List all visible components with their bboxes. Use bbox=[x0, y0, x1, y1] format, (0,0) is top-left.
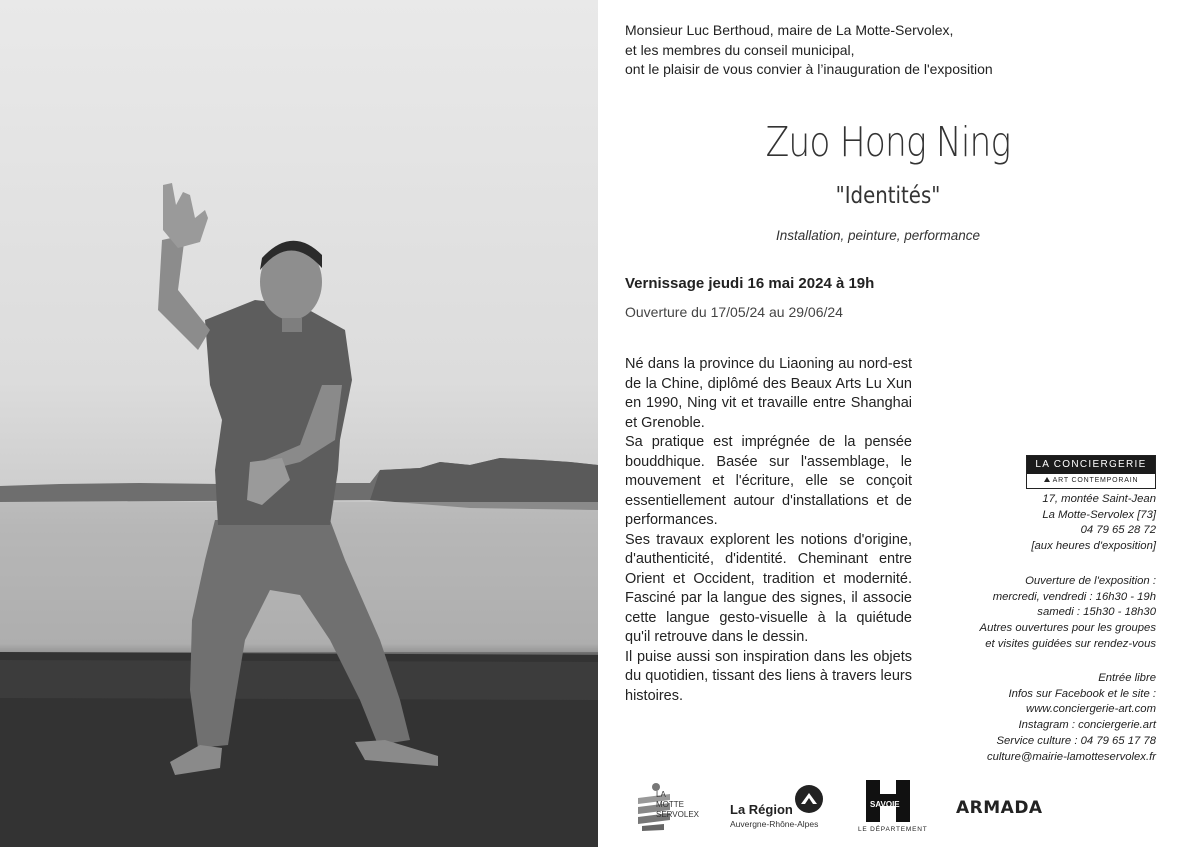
bio-paragraph: Ses travaux explorent les notions d'origine, d'authenticité, d'identité. Cheminant entre Orient et Occident, tradition et modernité. Fasciné par la langue des signes, il associe cette langue gesto-visuelle à la quiétude qu'il retrouve dans le dessin. bbox=[625, 531, 912, 645]
hours-line: et visites guidées sur rendez-vous bbox=[985, 637, 1156, 650]
region-sub: Auvergne-Rhône-Alpes bbox=[730, 819, 819, 829]
conciergerie-logo-bottom bbox=[1027, 474, 1155, 487]
service-phone: Service culture : 04 79 65 17 78 bbox=[996, 734, 1156, 747]
hours-line: Autres ouvertures pour les groupes bbox=[979, 622, 1156, 635]
venue-phone-note: [aux heures d'exposition] bbox=[1031, 540, 1156, 553]
opening-hours bbox=[980, 574, 1156, 653]
invitation-line: Monsieur Luc Berthoud, maire de La Motte-Servolex, bbox=[625, 22, 954, 38]
invitation-panel bbox=[598, 0, 1178, 847]
hours-title: Ouverture de l'exposition : bbox=[1025, 575, 1156, 587]
region-emblem-icon bbox=[794, 784, 824, 814]
free-entry: Entrée libre bbox=[1098, 672, 1156, 684]
motte-line: SERVOLEX bbox=[656, 810, 699, 819]
venue-address bbox=[1031, 492, 1156, 555]
motte-line: MOTTE bbox=[656, 800, 684, 809]
armada-logo: ARMADA bbox=[956, 798, 1043, 818]
triangle-icon bbox=[1044, 477, 1050, 482]
instagram-handle[interactable]: Instagram : conciergerie.art bbox=[1018, 719, 1156, 732]
conciergerie-logo bbox=[1026, 455, 1156, 489]
address-line: La Motte-Servolex [73] bbox=[1042, 508, 1156, 521]
website-link[interactable]: www.conciergerie-art.com bbox=[1026, 703, 1156, 716]
bio-paragraph: Il puise aussi son inspiration dans les objets du quotidien, tissant des liens à travers leurs histoires. bbox=[625, 648, 912, 704]
savoie-logo bbox=[856, 778, 926, 836]
address-line: 17, montée Saint-Jean bbox=[1042, 493, 1156, 505]
hours-line: mercredi, vendredi : 16h30 - 19h bbox=[992, 590, 1156, 603]
region-name: La Région bbox=[730, 802, 793, 817]
contact-info bbox=[987, 671, 1156, 765]
bio-paragraph: Sa pratique est imprégnée de la pensée bouddhique. Basée sur l'assemblage, le mouvement et l'écriture, elle se conçoit essentiellement autour d'installations et de performances. bbox=[625, 434, 912, 528]
invitation-text bbox=[625, 21, 993, 80]
hours-line: samedi : 15h30 - 18h30 bbox=[1037, 606, 1156, 619]
motte-line: LA bbox=[656, 790, 666, 799]
conciergerie-logo-top: LA CONCIERGERIE bbox=[1027, 456, 1155, 474]
conciergerie-logo-subtitle: ART CONTEMPORAIN bbox=[1052, 477, 1139, 484]
exhibition-subtitle: Installation, peinture, performance bbox=[775, 228, 981, 243]
invitation-line: et les membres du conseil municipal, bbox=[625, 41, 855, 58]
vernissage-date: Vernissage jeudi 16 mai 2024 à 19h bbox=[625, 275, 875, 292]
opening-dates: Ouverture du 17/05/24 au 29/06/24 bbox=[625, 304, 843, 320]
invitation-line: ont le plaisir de vous convier à l’inauguration de l'exposition bbox=[625, 61, 993, 78]
motte-servolex-logo bbox=[634, 780, 714, 835]
savoie-name: SAVOIE bbox=[870, 800, 900, 809]
artist-name: Zuo Hong Ning bbox=[765, 118, 1011, 166]
savoie-sub: LE DÉPARTEMENT bbox=[858, 826, 928, 833]
exhibition-title: "Identités" bbox=[835, 183, 941, 209]
email-link[interactable]: culture@mairie-lamotteservolex.fr bbox=[986, 750, 1156, 763]
motte-servolex-text bbox=[656, 790, 699, 820]
region-logo bbox=[730, 784, 830, 834]
artist-bio bbox=[625, 355, 912, 706]
bio-paragraph: Né dans la province du Liaoning au nord-est de la Chine, diplômé des Beaux Arts Lu Xun en 1990, Ning vit et travaille entre Shanghai et Grenoble. bbox=[625, 356, 912, 431]
info-line: Infos sur Facebook et le site : bbox=[1008, 687, 1156, 700]
venue-phone: 04 79 65 28 72 bbox=[1080, 524, 1156, 537]
